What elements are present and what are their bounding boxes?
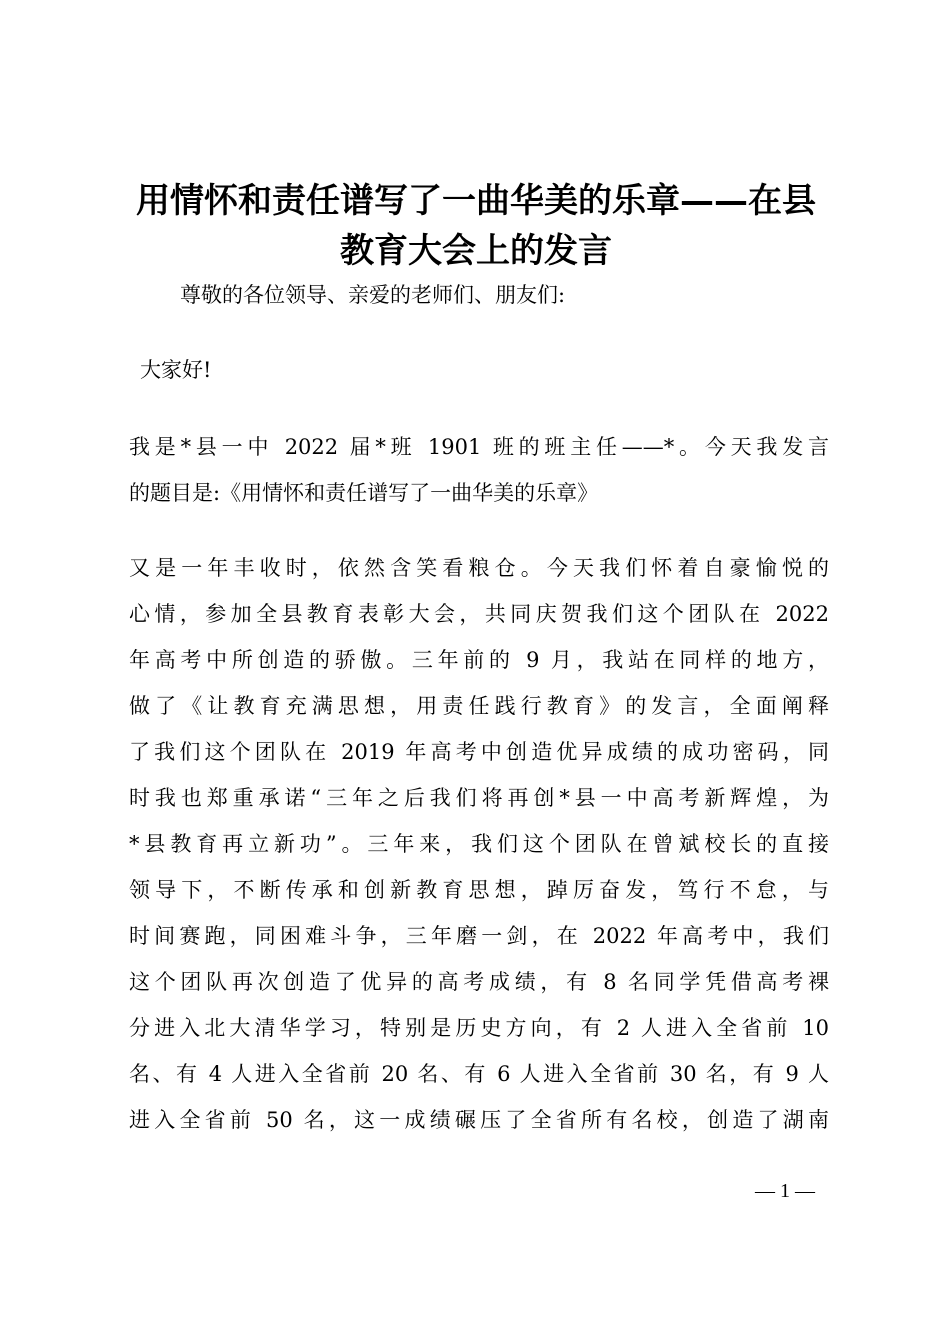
paragraph-line: *县教育再立新功”。三年来，我们这个团队在曾斌校长的直接 xyxy=(129,832,829,856)
paragraph-achievements xyxy=(129,545,829,1143)
paragraph-line: 做了《让教育充满思想，用责任践行教育》的发言，全面阐释 xyxy=(129,694,829,718)
paragraph-line: 心情，参加全县教育表彰大会，共同庆贺我们这个团队在 2022 xyxy=(129,602,829,626)
paragraph-line: 年高考中所创造的骄傲。三年前的 9 月，我站在同样的地方， xyxy=(129,648,829,672)
paragraph-line: 分进入北大清华学习，特别是历史方向，有 2 人进入全省前 10 xyxy=(129,1016,829,1040)
paragraph-line: 又是一年丰收时，依然含笑看粮仓。今天我们怀着自豪愉悦的 xyxy=(129,556,829,580)
document-title xyxy=(120,176,832,276)
paragraph-line: 这个团队再次创造了优异的高考成绩，有 8 名同学凭借高考裸 xyxy=(129,970,829,994)
paragraph-line: 了我们这个团队在 2019 年高考中创造优异成绩的成功密码，同 xyxy=(129,740,829,764)
title-line-1: 用情怀和责任谱写了一曲华美的乐章——在县 xyxy=(136,181,816,221)
page-number: — 1 — xyxy=(755,1180,815,1202)
greeting: 大家好! xyxy=(140,358,212,382)
salutation: 尊敬的各位领导、亲爱的老师们、朋友们: xyxy=(180,283,566,307)
paragraph-line: 领导下，不断传承和创新教育思想，踔厉奋发，笃行不怠，与 xyxy=(129,878,829,902)
paragraph-line: 我是*县一中 2022 届*班 1901 班的班主任——*。今天我发言 xyxy=(129,435,829,459)
paragraph-line: 时我也郑重承诺“三年之后我们将再创*县一中高考新辉煌，为 xyxy=(129,786,829,810)
paragraph-line: 的题目是:《用情怀和责任谱写了一曲华美的乐章》 xyxy=(129,481,599,505)
paragraph-introduction xyxy=(129,424,829,516)
paragraph-line: 进入全省前 50 名，这一成绩碾压了全省所有名校，创造了湖南 xyxy=(129,1108,829,1132)
title-line-2: 教育大会上的发言 xyxy=(340,231,612,271)
paragraph-line: 名、有 4 人进入全省前 20 名、有 6 人进入全省前 30 名，有 9 人 xyxy=(129,1062,829,1086)
paragraph-line: 时间赛跑，同困难斗争，三年磨一剑，在 2022 年高考中，我们 xyxy=(129,924,829,948)
